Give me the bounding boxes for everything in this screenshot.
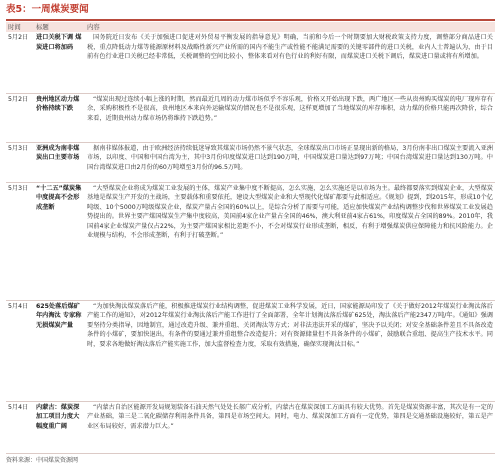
row-title: “十二五”煤炭集中度提高不会形成垄断 <box>34 182 85 300</box>
column-header-content: 内容 <box>85 22 495 32</box>
table-row <box>6 401 495 453</box>
row-date: 5月2日 <box>6 32 34 93</box>
row-date: 5月3日 <box>6 182 34 300</box>
table-header-row <box>6 22 495 32</box>
row-date: 5月4日 <box>6 300 34 401</box>
row-content: “内蒙古自治区能源开发局规划装备石油天然气处处长郝广成分析，内蒙古在煤炭深加工方面具有较大优势。首先是煤炭资源丰富，其次是有一定的产业基础，第三是二氧化碳储存利用条件具备，第四是市场空间大。同时，电力、煤炭深加工方面有一定优势，第四是交通基础设施较好，第五是产业区布局较好，需求潜力巨大。” <box>85 401 495 453</box>
table-row <box>6 32 495 93</box>
row-content: “大型煤炭企业将成为煤炭工业发展的主体，煤炭产业集中度不断提高，怎么实施，怎么实施还是以市场为主。最终都要落实到煤炭企业，大型煤炭基地是煤炭生产开发的主战场，主要载体和重要依托，建设大型煤炭企业和大型现代化煤矿都要与此相适应。《规划》提到，到2015年，形成10个亿吨级、10个5000万吨级煤炭企业，煤炭产量占全国的60%以上，是综合分析了需要与可能，适应加快煤炭产业结构调整步伐和世界煤炭工业发展趋势提出的。世界主要产煤国煤炭生产集中度较高，美国前4家企业产量占全国的46%，澳大利亚前4家占61%，印度煤炭占全国的89%。2010年，我国前4家企业煤炭产量仅占22%，为主要产煤国家相比差距不小，不会对煤炭行业形成垄断，相反，有利于增强煤炭供应保障能力和抗风险能力。企业规模与结构，不会形成垄断，有利于打破垄断。” <box>85 182 495 300</box>
row-title: 贵州地区动力煤价格持续下跌 <box>34 93 85 142</box>
column-header-title: 标题 <box>34 22 85 32</box>
row-title: 亚洲成为南非煤炭出口主要市场 <box>34 142 85 182</box>
source-note: 资料来源：中国煤炭资源网 <box>6 457 79 464</box>
row-content: 据南非媒体报道，由于欧洲经济持续低迷导致其煤炭市场仍然不景气状态，全球煤炭出口市场正显现出新的格局，3月份南非出口煤炭主要流入亚洲市场，以印度、中国和中国台湾为主，其中3月份印度煤炭进口达到190万吨，中国煤炭进口量达到97万吨；中国台湾煤炭进口量达到130万吨。中国台湾煤炭进口由2月份的60万吨增至3月份的96.5万吨。 <box>85 142 495 182</box>
row-date: 5月2日 <box>6 93 34 142</box>
row-title: 625处落后煤矿年内淘汰 专家称无损煤炭产量 <box>34 300 85 401</box>
row-date: 5月3日 <box>6 142 34 182</box>
table-row <box>6 182 495 300</box>
row-content: “煤炭出现过连续小幅上涨的时期，然而最近几周的动力煤市场似乎不容乐观，价格又开始出现下跌，两广地区一些从贵州购买煤炭的电厂现库存有余，采购积极性不是很高，贵州地区本来向外运输煤炭的情况也不是很乐观，这样更增加了当地煤炭的库存堆积，动力煤的价格只能再次降价，综合来看，近期贵州动力煤市场仍将维持下跌趋势。” <box>85 93 495 142</box>
table-row <box>6 300 495 401</box>
table-title: 表5：一周煤炭要闻 <box>6 4 89 15</box>
row-content: 国务院近日发布《关于加强进口促进对外贸易平衡发展的指导意见》明确，当前和今后一个时期要加大财税政策支持力度，调整部分商品进口关税，重点降低动力煤等能源原材料及战略性新兴产业所需的国内不能生产或性能不能满足需要的关键零部件的进口关税，业内人士普遍认为，由于目前有色行业进口关税已经非常低，关税调整的空间比较小，整体来看对有色行业的利好有限，而煤炭进口关税下调后，煤炭进口量或将有所增加。 <box>85 32 495 93</box>
column-header-time: 时间 <box>6 22 34 32</box>
row-title: 进口关税下调 煤炭进口将加码 <box>34 32 85 93</box>
row-date: 5月4日 <box>6 401 34 453</box>
table-row <box>6 93 495 142</box>
coal-news-table <box>6 22 495 454</box>
title-rule <box>6 19 495 21</box>
row-title: 内蒙古：煤炭深加工项目力度大幅度重广阔 <box>34 401 85 453</box>
table-row <box>6 142 495 182</box>
row-content: “为加快淘汰煤炭落后产能，积极推进煤炭行业结构调整，促进煤炭工业科学发展，近日，国家能源局印发了《关于做好2012年煤炭行业淘汰落后产能工作的通知》，对2012年煤炭行业淘汰落后产能工作进行了全面部署，全年计划淘汰落后煤矿625处，淘汰落后产能2347万吨/年。《通知》强调要坚持分类指导，因地制宜，通过改造升级、兼并重组、关闭淘汰等方式；对非法违法开采的煤矿，坚决予以关闭；对安全基础条件差且不具备改造条件的小煤矿，要加快退出，有条件的要通过兼并重组整合改造提升；对有资源储量但不具备条件的小煤矿，鼓励联合重组、提高生产技术水平。同时，要求各地做好淘汰落后产能实施工作，加大监督检查力度，采取有效措施，确保实现淘汰目标。” <box>85 300 495 401</box>
